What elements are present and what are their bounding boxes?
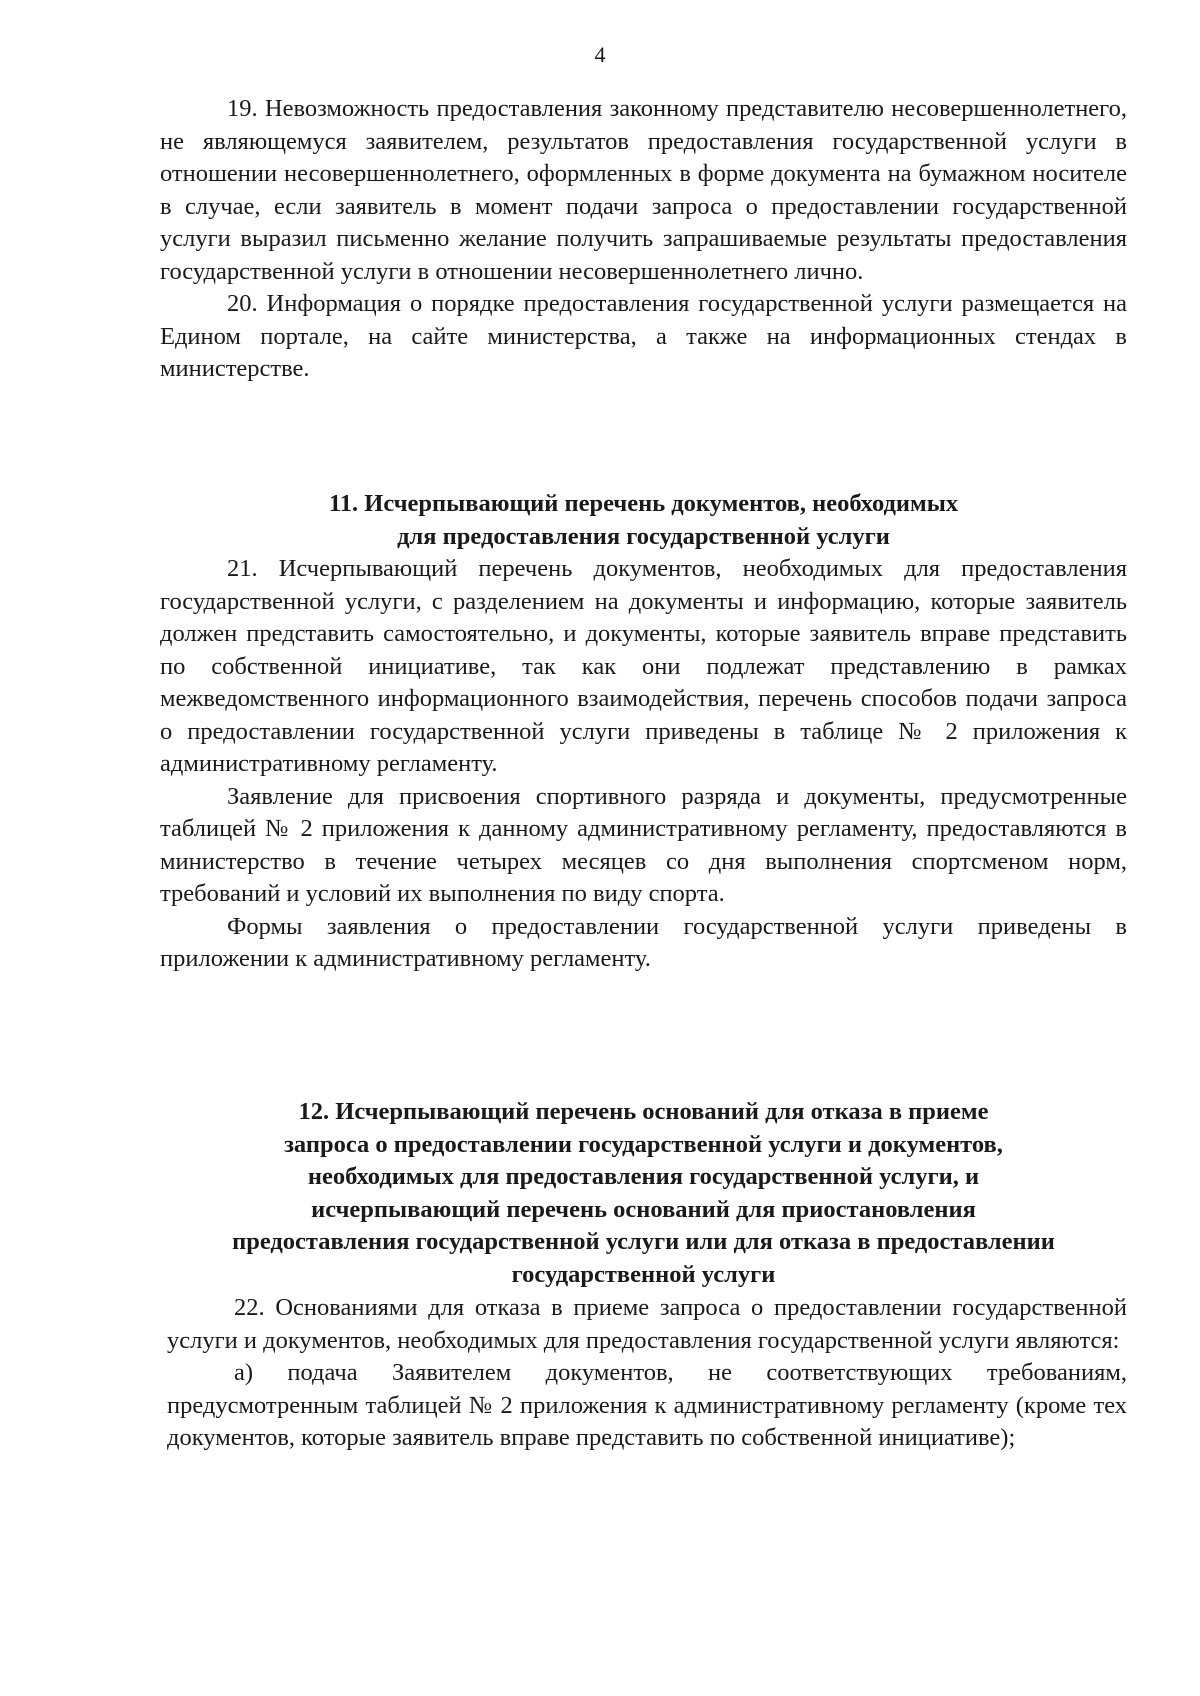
heading-12-line-3: необходимых для предоставления государственной услуги, и	[307, 1163, 980, 1190]
paragraph-application-terms: Заявление для присвоения спортивного разряда и документы, предусмотренные таблицей № 2 приложения к данному административному регламенту, предоставляются в министерство в течение четырех месяцев со дня выполнения спортсменом норм, требований и условий их выполнения по виду спорта.	[160, 782, 1127, 907]
paragraph-application-forms: Формы заявления о предоставлении государственной услуги приведены в приложении к административному регламенту.	[160, 912, 1127, 972]
paragraph-22-item-a: а) подача Заявителем документов, не соответствующих требованиям, предусмотренным таблицей № 2 приложения к административному регламенту (кроме тех документов, которые заявитель вправе представить по собственной инициативе);	[167, 1359, 1127, 1451]
section-text-12	[167, 1292, 1127, 1455]
heading-12-line-1: 12. Исчерпывающий перечень оснований для отказа в приеме	[298, 1098, 989, 1125]
heading-12-line-5: предоставления государственной услуги или для отказа в предоставлении	[232, 1228, 1055, 1255]
section-text-11	[160, 553, 1127, 976]
paragraph-20: 20. Информация о порядке предоставления государственной услуги размещается на Едином портале, на сайте министерства, а также на информационных стендах в министерстве.	[160, 290, 1127, 382]
heading-12-line-2: запроса о предоставлении государственной услуги и документов,	[284, 1130, 1003, 1158]
page-number: 4	[594, 42, 606, 67]
heading-12-line-4: исчерпывающий перечень оснований для приостановления	[311, 1195, 976, 1223]
heading-11-line-2: для предоставления государственной услуги	[397, 522, 890, 550]
paragraph-22: 22. Основаниями для отказа в приеме запроса о предоставлении государственной услуги и документов, необходимых для предоставления государственной услуги являются:	[167, 1294, 1127, 1354]
section-text-top	[160, 93, 1127, 386]
section-heading-12	[160, 1096, 1127, 1291]
heading-11-line-1: 11. Исчерпывающий перечень документов, необходимых	[328, 490, 959, 517]
paragraph-19: 19. Невозможность предоставления законному представителю несовершеннолетнего, не являющемуся заявителем, результатов предоставления государственной услуги в отношении несовершеннолетнего, оформленных в форме документа на бумажном носителе в случае, если заявитель в момент подачи запроса о предоставлении государственной услуги выразил письменно желание получить запрашиваемые результаты предоставления государственной услуги в отношении несовершеннолетнего лично.	[160, 95, 1127, 285]
heading-12-line-6: государственной услуги	[511, 1260, 776, 1288]
section-heading-11	[160, 488, 1127, 553]
paragraph-21: 21. Исчерпывающий перечень документов, необходимых для предоставления государственной услуги, с разделением на документы и информацию, которые заявитель должен представить самостоятельно, и документы, которые заявитель вправе представить по собственной инициативе, так как они подлежат представлению в рамках межведомственного информационного взаимодействия, перечень способов подачи запроса о предоставлении государственной услуги приведены в таблице № 2 приложения к административному регламенту.	[160, 555, 1127, 777]
